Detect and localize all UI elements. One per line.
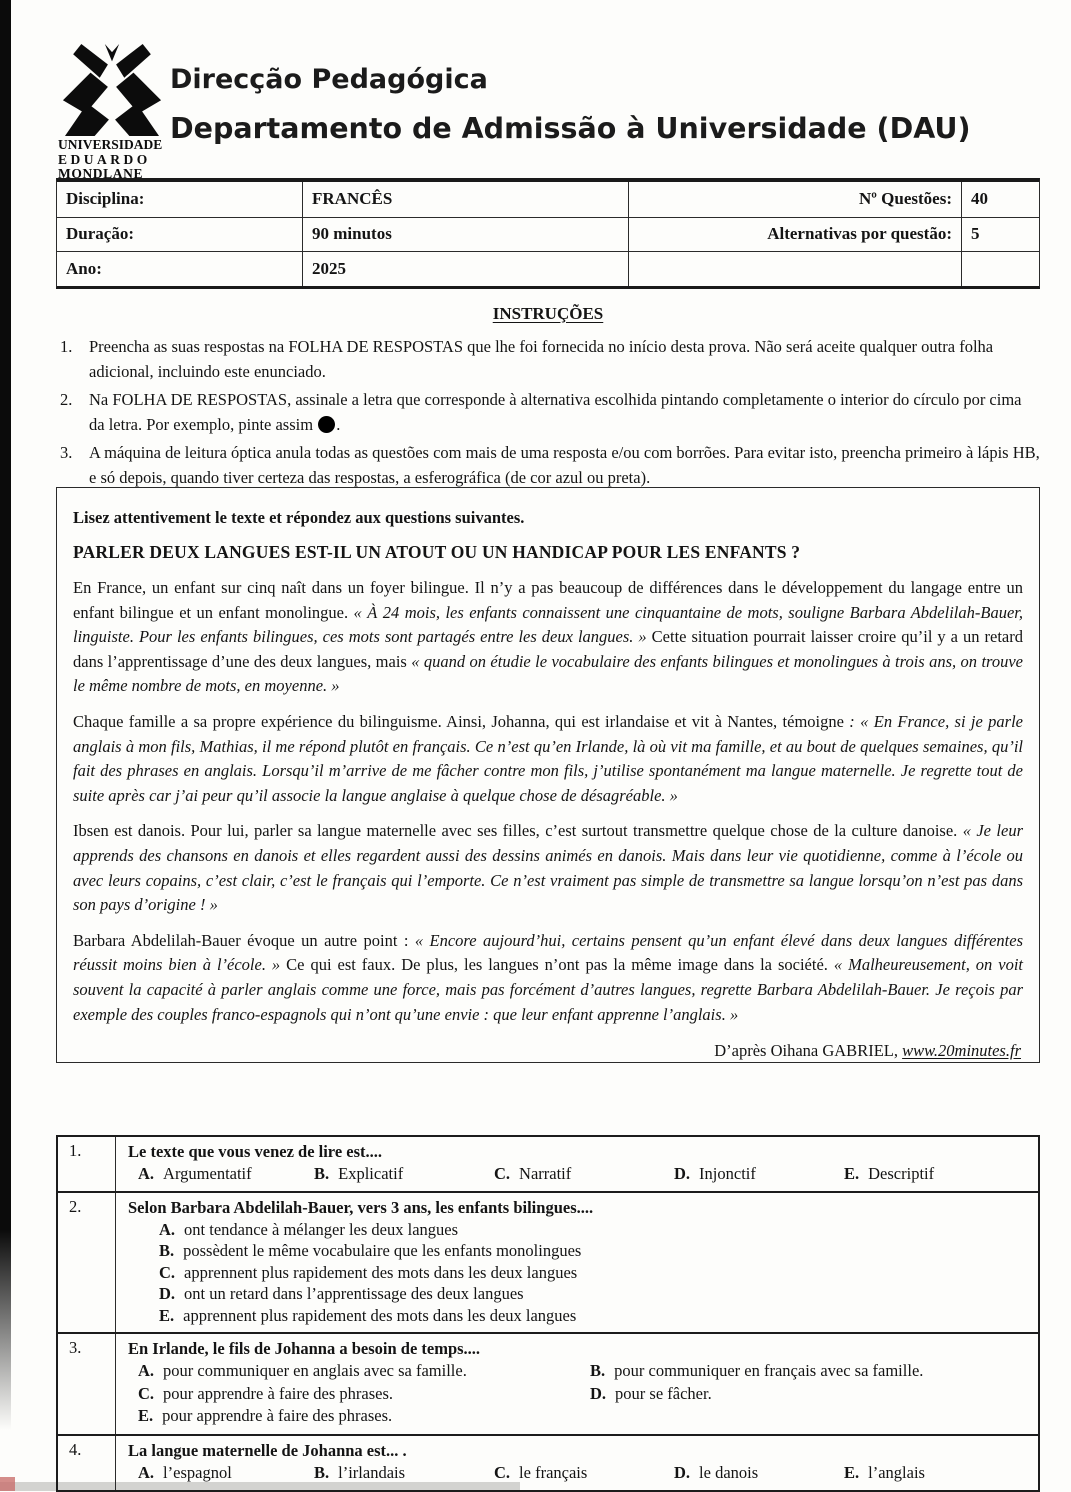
disciplina-value: FRANCÊS	[302, 182, 628, 217]
direccao-pedagogica-title: Direcção Pedagógica	[170, 64, 488, 95]
option-A	[159, 1219, 1028, 1240]
reading-instruction: Lisez attentivement le texte et répondez aux questions suivantes.	[73, 508, 525, 527]
question-row	[58, 1332, 1038, 1434]
option-B	[314, 1163, 494, 1185]
question-options	[138, 1462, 1028, 1484]
reading-paragraph	[73, 576, 1023, 699]
instructions-title: INSTRUÇÕES	[492, 304, 604, 323]
option-D	[674, 1462, 844, 1484]
logo-line-1: UNIVERSIDADE	[58, 137, 163, 152]
question-number: 3.	[58, 1334, 116, 1434]
option-letter: C.	[494, 1164, 511, 1183]
option-E	[844, 1462, 925, 1484]
option-letter: A.	[138, 1164, 155, 1183]
text-segment: « quand on étudie le vocabulaire des enfants bilingues et monolingues à trois ans, on trouve le même nombre de mots, en moyenne. »	[73, 651, 1023, 696]
question-stem: En Irlande, le fils de Johanna a besoin de temps....	[128, 1339, 481, 1359]
instructions-list	[56, 334, 1040, 490]
question-options	[128, 1219, 1028, 1326]
question-number: 2.	[58, 1193, 116, 1332]
option-letter: D.	[674, 1462, 691, 1482]
option-text: pour apprendre à faire des phrases.	[163, 1383, 394, 1403]
option-text: Descriptif	[868, 1164, 935, 1183]
option-letter: C.	[138, 1383, 155, 1403]
ano-label: Ano:	[57, 251, 302, 286]
text-segment: En France, un enfant sur cinq naît dans un foyer bilingue. Il n’y a pas beaucoup de différences dans le développement du langage entre un enfant bilingue et un enfant monolingue.	[73, 578, 1023, 622]
question-options	[138, 1163, 1028, 1185]
text-segment: « Je leur apprends des chansons en danois et elles regardent aussi des dessins animés en danois. Mais dans leur vie quotidienne, comme à l’école ou avec leurs copains, c’est clair, c’est le français qui l’emporte. Ce n’est vraiment pas simple de transmettre sa langue lorsqu’on n’est pas dans son pays d’origine ! »	[73, 821, 1023, 915]
departamento-title: Departamento de Admissão à Universidade (DAU)	[170, 112, 971, 145]
option-E	[844, 1163, 934, 1185]
question-number: 1.	[58, 1137, 116, 1191]
option-B	[314, 1462, 494, 1484]
questions-table	[56, 1135, 1040, 1492]
reading-paragraphs	[73, 576, 1023, 1027]
instruction-item	[56, 334, 1040, 384]
option-text: l’irlandais	[338, 1462, 406, 1482]
instruction-text: Preencha as suas respostas na FOLHA DE RESPOSTAS que lhe foi fornecida no início desta prova. Não será aceite qualquer outra folha adicional, incluindo este enunciado.	[89, 337, 994, 381]
instruction-number: 3.	[60, 443, 73, 462]
option-text: ont tendance à mélanger les deux langues	[184, 1220, 459, 1239]
logo-line-2: EDUARDO	[58, 151, 151, 167]
question-body	[116, 1334, 1038, 1434]
option-letter: A.	[159, 1220, 176, 1239]
option-letter: B.	[590, 1361, 606, 1381]
option-text: pour apprendre à faire des phrases.	[162, 1406, 393, 1426]
text-segment: « À 24 mois, les enfants connaissent une cinquantaine de mots, souligne Barbara Abdelilah-Bauer, linguiste. Pour les enfants bilingues, ces mots sont partagés entre les deux langues. »	[73, 602, 1023, 647]
text-segment: Barbara Abdelilah-Bauer évoque un autre point :	[73, 930, 415, 950]
attribution-text: D’après Oihana GABRIEL,	[714, 1041, 903, 1061]
instruction-text: A máquina de leitura óptica anula todas as questões com mais de uma resposta e/ou com borrões. Para evitar isto, preencha primeiro à lápis HB, e só depois, quando tiver certeza das respostas, a esferográfica (de cor azul ou preta).	[89, 443, 1040, 487]
instruction-number: 2.	[60, 390, 73, 409]
option-text: apprennent plus rapidement des mots dans les deux langues	[183, 1305, 577, 1325]
exam-info-table	[56, 178, 1040, 289]
text-segment: : « En France, si je parle anglais à mon fils, Mathias, il me répond plutôt en français. Ce n’est qu’en Irlande, là où vit ma famille, et au bout de quelques semaines, qu’il fait des phrases en anglais. Lorsqu’il m’arrive de me fâcher contre mon fils, j’utilise spontanément ma langue maternelle. Je regrette tout de suite après car j’ai peur qu’il associe la langue anglaise à quelque chose de désagréable. »	[73, 711, 1023, 805]
option-E	[138, 1405, 590, 1428]
option-letter: D.	[674, 1164, 691, 1183]
empty-cell	[628, 251, 961, 286]
reading-title: PARLER DEUX LANGUES EST-IL UN ATOUT OU UN HANDICAP POUR LES ENFANTS ?	[73, 542, 801, 562]
reading-paragraph	[73, 710, 1023, 808]
option-C	[494, 1163, 674, 1185]
option-letter: C.	[494, 1462, 511, 1482]
option-letter: B.	[314, 1462, 330, 1482]
ano-value: 2025	[302, 251, 628, 286]
document-header	[58, 44, 1043, 182]
uem-logo-icon	[60, 44, 164, 136]
duracao-value: 90 minutos	[302, 217, 628, 252]
option-letter: E.	[159, 1305, 175, 1325]
option-text: Narratif	[519, 1164, 572, 1183]
option-letter: B.	[159, 1241, 175, 1261]
option-text: pour communiquer en anglais avec sa famille.	[163, 1361, 467, 1381]
option-text: Injonctif	[699, 1164, 756, 1183]
text-segment: Ibsen est danois. Pour lui, parler sa langue maternelle avec ses filles, c’est surtout transmettre quelque chose de la culture danoise.	[73, 821, 963, 841]
option-text: Explicatif	[338, 1164, 404, 1183]
alternativas-value: 5	[961, 217, 1039, 252]
num-questoes-label: Nº Questões:	[628, 182, 961, 217]
empty-cell	[961, 251, 1039, 286]
header-titles	[170, 44, 971, 182]
instructions-section	[56, 301, 1040, 493]
option-A	[138, 1163, 314, 1185]
instruction-number: 1.	[60, 337, 73, 356]
reading-paragraph	[73, 819, 1023, 917]
question-body	[116, 1436, 1038, 1490]
option-letter: D.	[590, 1383, 607, 1403]
option-C	[159, 1262, 1028, 1283]
option-B	[159, 1240, 1028, 1261]
option-C	[494, 1462, 674, 1484]
attribution	[73, 1041, 1021, 1061]
option-letter: D.	[159, 1284, 176, 1304]
option-text: possèdent le même vocabulaire que les enfants monolingues	[183, 1241, 582, 1261]
option-D	[159, 1283, 1028, 1304]
duracao-label: Duração:	[57, 217, 302, 252]
question-row	[58, 1434, 1038, 1490]
question-body	[116, 1193, 1038, 1332]
filled-circle-example-icon	[318, 416, 335, 433]
option-B	[590, 1360, 1028, 1383]
option-text: pour communiquer en français avec sa famille.	[614, 1361, 924, 1381]
option-letter: E.	[138, 1406, 154, 1426]
question-options	[138, 1360, 1028, 1428]
scan-edge-artifact	[0, 0, 11, 1430]
text-segment: Chaque famille a sa propre expérience du bilinguisme. Ainsi, Johanna, qui est irlandaise et vit à Nantes, témoigne	[73, 711, 850, 731]
option-letter: E.	[844, 1462, 860, 1482]
reading-text-box	[56, 487, 1040, 1063]
question-row	[58, 1191, 1038, 1332]
option-letter: A.	[138, 1361, 155, 1381]
instruction-item	[56, 440, 1040, 490]
scan-corner-artifact	[0, 1477, 15, 1491]
option-letter: A.	[138, 1462, 155, 1482]
question-row	[58, 1137, 1038, 1191]
disciplina-label: Disciplina:	[66, 189, 145, 209]
option-letter: E.	[844, 1164, 860, 1183]
option-text: le danois	[699, 1462, 759, 1482]
option-letter: C.	[159, 1262, 176, 1282]
num-questoes-value: 40	[961, 182, 1039, 217]
option-E	[159, 1305, 1028, 1326]
question-number: 4.	[58, 1436, 116, 1490]
question-stem: Selon Barbara Abdelilah-Bauer, vers 3 ans, les enfants bilingues....	[128, 1198, 594, 1217]
text-segment: « Encore aujourd’hui, certains pensent qu’un enfant élevé dans deux langues différentes réussit moins bien à l’école. »	[73, 930, 1024, 975]
option-A	[138, 1360, 590, 1383]
option-text: l’espagnol	[163, 1462, 232, 1482]
text-segment: Ce qui est faux. De plus, les langues n’ont pas la même image dans la société.	[280, 955, 834, 975]
uem-logo	[58, 44, 170, 182]
instruction-text: Na FOLHA DE RESPOSTAS, assinale a letra que corresponde à alternativa escolhida pintando completamente o interior do círculo por cima da letra. Por exemplo, pinte assim .	[89, 390, 1022, 434]
attribution-url: www.20minutes.fr	[902, 1041, 1021, 1061]
question-stem: La langue maternelle de Johanna est... .	[128, 1440, 407, 1460]
alternativas-label: Alternativas por questão:	[628, 217, 961, 252]
option-D	[590, 1383, 1028, 1406]
option-text: apprennent plus rapidement des mots dans les deux langues	[184, 1262, 578, 1282]
option-A	[138, 1462, 314, 1484]
option-text: l’anglais	[868, 1462, 925, 1482]
option-D	[674, 1163, 844, 1185]
option-C	[138, 1383, 590, 1406]
instruction-item	[56, 387, 1040, 437]
text-segment: Cette situation pourrait laisser croire qu’il y a un retard dans l’apprentissage d’une des deux langues, mais	[73, 627, 1023, 671]
reading-paragraph	[73, 929, 1023, 1027]
option-text: Argumentatif	[163, 1164, 252, 1183]
question-stem: Le texte que vous venez de lire est....	[128, 1142, 383, 1161]
option-text: ont un retard dans l’apprentissage des deux langues	[184, 1284, 524, 1304]
logo-line-3: MONDLANE	[58, 166, 144, 181]
option-text: le français	[519, 1462, 588, 1482]
option-letter: B.	[314, 1164, 330, 1183]
logo-wordmark	[58, 138, 170, 182]
question-body	[116, 1137, 1038, 1191]
text-segment: « Malheureusement, on voit souvent la capacité à parler anglais comme une force, mais pas forcément d’autres langues, regrette Barbara Abdelilah-Bauer. Je reçois par exemple des couples franco-espagnols qui n’ont qu’une envie : que leur enfant apprenne l’anglais. »	[73, 955, 1023, 1024]
option-text: pour se fâcher.	[615, 1383, 712, 1403]
